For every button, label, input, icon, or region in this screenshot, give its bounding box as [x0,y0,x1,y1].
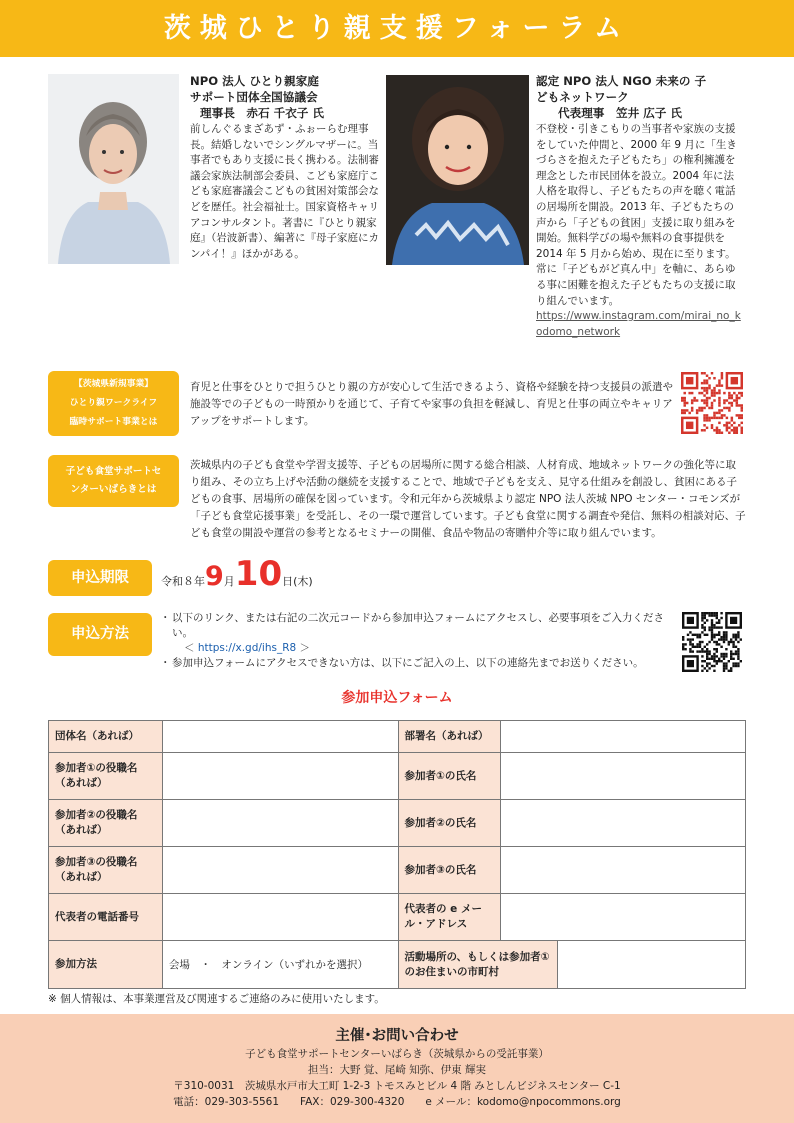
speaker2-profile [536,73,742,340]
p1-name-label: 参加者①の氏名 [398,753,501,800]
program1-tag-line3: 臨時サポート事業とは [69,417,158,427]
program2-tag-line2: ンターいばらきとは [70,484,157,495]
p3-title-label: 参加者③の役職名（あれば） [49,847,163,894]
deadline-label: 申込期限 [48,560,152,596]
dept-label: 部署名（あれば） [398,721,501,753]
p1-title-label: 参加者①の役職名（あれば） [49,753,163,800]
p2-name-label: 参加者②の氏名 [398,800,501,847]
speaker1-name: 理事長 赤石 千衣子 氏 [200,106,325,120]
p1-name-field[interactable] [501,753,746,800]
phone-label: 代表者の電話番号 [49,894,163,941]
speaker2-name: 代表理事 笠井 広子 氏 [558,106,683,120]
email-field[interactable] [501,894,746,941]
footer-address: 〒310-0031 茨城県水戸市大工町 1-2-3 トモスみとビル 4 階 みとしんビジネスセンター C-1 [173,1080,621,1092]
footer-staff: 担当：大野 覚、尾崎 知弥、伊東 輝実 [307,1064,486,1076]
speaker1-profile [190,73,386,262]
method-line1: 以下のリンク、または右記の二次元コードから参加申込フォームにアクセスし、必要事項をご入力ください。 [172,612,665,639]
url-open-bracket: ＜ [184,642,198,654]
org-field[interactable] [162,721,398,753]
dept-field[interactable] [501,721,746,753]
email-label: 代表者の e メール・アドレス [398,894,501,941]
deadline-month-unit: 月 [223,575,235,588]
deadline-era: 令和８年 [161,575,205,588]
deadline-month: 9 [205,561,224,592]
table-row [49,894,746,941]
speaker2-instagram-link[interactable]: https://www.instagram.com/mirai_no_kodomo_network [536,310,741,338]
method-item-fax [160,656,680,671]
privacy-note: ※ 個人情報は、本事業運営及び関連するご連絡のみに使用いたします。 [48,993,385,1005]
qr-code-icon[interactable] [682,612,742,672]
bullet-dot: ・ [160,657,171,669]
program2-tag-line1: 子ども食堂サポートセ [65,466,162,477]
p3-name-label: 参加者③の氏名 [398,847,501,894]
p2-name-field[interactable] [501,800,746,847]
deadline-day-unit: 日 [282,575,294,588]
phone-field[interactable] [162,894,398,941]
p1-title-field[interactable] [162,753,398,800]
form-url-link[interactable]: https://x.gd/ihs_R8 [197,642,297,654]
table-row [49,847,746,894]
table-row [49,800,746,847]
bullet-dot: ・ [160,612,171,624]
area-label: 活動場所の、もしくは参加者①のお住まいの市町村 [398,941,558,989]
mode-field[interactable]: 会場 ・ オンライン（いずれかを選択） [162,941,398,989]
speaker1-photo [48,74,179,264]
method-line2: 参加申込フォームにアクセスできない方は、以下にご記入の上、以下の連絡先までお送りください。 [172,657,644,669]
application-form-table [48,720,746,989]
footer-phone-email: 電話：029-303-5561 FAX：029-300-4320 e メール：kodomo@npocommons.org [173,1096,621,1108]
program2-description: 茨城県内の子ども食堂や学習支援等、子どもの居場所に関する総合相談、人材育成、地域ネットワークの強化等に取り組み、その立ち上げや活動の継続を支援することで、地域で子どもを支え、見守る仕組みを創設し、貧困にある子どもの食事、居場所の確保を図っています。令和元年から茨城県より認定 NPO 法人茨城 NPO センター・コモンズが「子ども食堂応援事業」を受託し、その一環で運営しています。子ども食堂に関する調査や発信、無料の相談対応、子ども食堂の開設や運営の参考となるセミナーの開催、食品や物品の寄贈仲介等に取り組んでいます。 [190,459,746,539]
header-banner [0,0,794,57]
program1-tag-line2: ひとり親ワークライフ [69,398,158,408]
page-title: 茨城ひとり親支援フォーラム [163,13,631,44]
method-item-online [160,611,680,641]
program2-tag [48,455,179,507]
p3-name-field[interactable] [501,847,746,894]
table-row [49,753,746,800]
method-url-line [160,641,680,656]
speaker1-bio: 前しんぐるまざあず・ふぉーらむ理事長。結婚しないでシングルマザーに。当事者でもあり支援に長く携わる。法制審議会家族法制部会委員、こども家庭庁こども家庭審議会こどもの貧困対策部会などを歴任。社会福祉士。国家資格キャリアコンサルタント。著書に『ひとり親家庭』（岩波新書）、編著に『母子家庭にカンパイ！』ほかがある。 [190,123,379,260]
program1-description: 育児と仕事をひとりで担うひとり親の方が安心して生活できるよう、資格や経験を持つ支援員の派遣や施設等での子どもの一時預かりを通じて、子育てや家事の負担を軽減し、育児と仕事の両立やキャリアアップをサポートします。 [190,381,673,427]
url-close-bracket: ＞ [296,642,311,654]
table-row [49,941,746,989]
speaker2-org-line2: どもネットワーク [536,90,629,104]
qr-code-icon[interactable] [681,372,743,434]
speaker2-bio: 不登校・引きこもりの当事者や家族の支援をしていた仲間と、2000 年 9 月に「生きづらさを抱えた子どもたち」の権利擁護を理念とした市民団体を設立。2004 年に法人格を取得し、子どもたちの声を聴く電話の居場所を開設。2013 年、子どもたちの声から「子どもの貧困」支援に取り組みを開始。無料学びの場や無料の食事提供を 2014 年 5 月から始め、現在に至ります。常に「子どもがど真ん中」を軸に、あらゆる事に困難を抱えた子どもたちの支援に取り組んでいます。 [536,123,737,307]
org-label: 団体名（あれば） [49,721,163,753]
deadline-date [161,556,313,592]
footer-org: 子ども食堂サポートセンターいばらき（茨城県からの受託事業） [245,1048,549,1060]
speaker2-photo [386,75,529,265]
area-field[interactable] [558,941,746,989]
method-label: 申込方法 [48,613,152,656]
mode-label: 参加方法 [49,941,163,989]
p2-title-label: 参加者②の役職名（あれば） [49,800,163,847]
form-title: 参加申込フォーム [341,690,453,706]
footer-title: 主催･お問い合わせ [335,1028,459,1044]
method-instructions [160,611,680,671]
p3-title-field[interactable] [162,847,398,894]
program1-tag [48,371,179,436]
speaker1-org-line2: サポート団体全国協議会 [190,90,318,104]
program1-tag-line1: 【茨城県新規事業】 [73,379,154,389]
p2-title-field[interactable] [162,800,398,847]
speaker1-org-line1: NPO 法人 ひとり親家庭 [190,74,319,88]
speaker2-org-line1: 認定 NPO 法人 NGO 未来の 子 [536,74,707,88]
footer-contact [0,1014,794,1123]
deadline-weekday: (木) [293,575,313,588]
deadline-day: 10 [234,554,283,594]
table-row [49,721,746,753]
